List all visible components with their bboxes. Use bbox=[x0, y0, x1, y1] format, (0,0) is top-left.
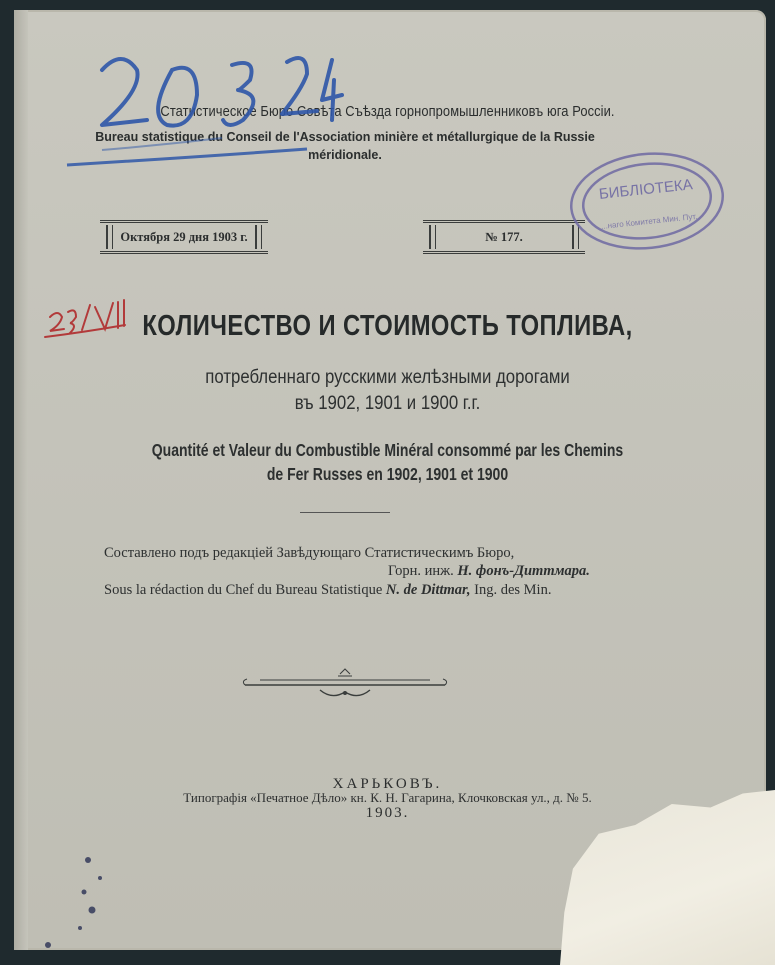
ornament-divider bbox=[240, 668, 450, 702]
subtitle-fr-line2: de Fer Russes en 1902, 1901 et 1900 bbox=[266, 464, 509, 484]
divider-rule bbox=[300, 512, 390, 513]
handwritten-shelf-mark bbox=[40, 282, 130, 352]
editor-fr-line bbox=[104, 582, 551, 599]
stamp-bottom-text: ...наго Комитета Мин. Пут. bbox=[600, 211, 698, 231]
editor-ru-line1: Составлено подъ редакціей Завѣдующаго Статистическимъ Бюро, bbox=[104, 545, 515, 561]
stamp-top-text: БИБЛІОТЕКА bbox=[598, 176, 694, 203]
date-box bbox=[100, 220, 268, 254]
editor-fr-prefix: Sous la rédaction du Chef du Bureau Statistique bbox=[104, 582, 383, 598]
editor-fr-name: N. de Dittmar, bbox=[385, 582, 471, 598]
header-russian: Статистическое Бюро Совѣта Съѣзда горнопромышленниковъ юга Россіи. bbox=[160, 103, 615, 120]
subtitle-ru-line2: въ 1902, 1901 и 1900 г.г. bbox=[294, 392, 481, 414]
editor-fr-suffix: Ing. des Min. bbox=[474, 582, 552, 598]
editor-ru-name: Н. фонъ-Диттмара. bbox=[457, 563, 590, 579]
imprint-city: ХАРЬКОВЪ. bbox=[332, 776, 443, 792]
editor-ru-prefix: Горн. инж. bbox=[388, 563, 454, 579]
date-text: Октября 29 дня 1903 г. bbox=[120, 229, 248, 244]
issue-number-text: № 177. bbox=[485, 229, 523, 244]
imprint-press: Типографія «Печатное Дѣло» кн. К. Н. Гагарина, Клочковская ул., д. № 5. bbox=[183, 790, 592, 805]
main-title: КОЛИЧЕСТВО И СТОИМОСТЬ ТОПЛИВА, bbox=[142, 310, 633, 342]
subtitle-fr-line1: Quantité et Valeur du Combustible Minéral consommé par les Chemins bbox=[151, 440, 624, 460]
ink-spots bbox=[40, 840, 140, 950]
subtitle-ru-line1: потребленнаго русскими желѣзными дорогами bbox=[205, 366, 570, 388]
library-stamp bbox=[567, 150, 727, 252]
header-french: Bureau statistique du Conseil de l'Association minière et métallurgique de la Russie méridionale. bbox=[95, 130, 595, 162]
handwritten-inventory-number bbox=[62, 40, 352, 180]
issue-number-box bbox=[423, 220, 585, 254]
imprint-year: 1903. bbox=[365, 805, 410, 821]
editor-ru-line2 bbox=[388, 563, 590, 580]
